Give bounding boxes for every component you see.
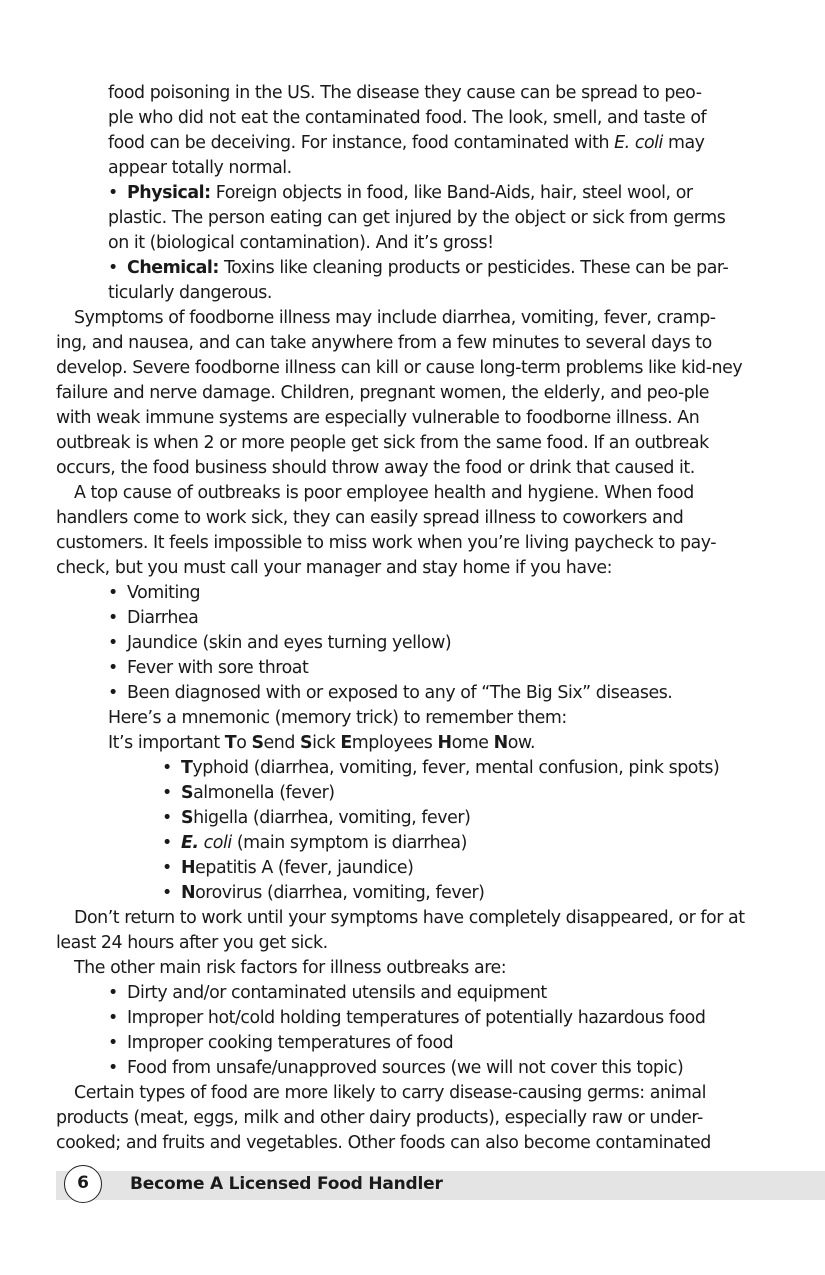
ecoli-italic: E. coli — [614, 133, 663, 153]
food-types-paragraph: Certain types of food are more likely to carry disease-causing germs: animal products (meat, eggs, milk and other dairy products), especially raw or under-cooked; and fruits and vegetables. Other foods can also become contaminated — [56, 1083, 711, 1153]
list-item-stay-home: • Jaundice (skin and eyes turning yellow) — [108, 633, 452, 653]
running-title: Become A Licensed Food Handler — [130, 1174, 443, 1194]
list-item-risk: • Food from unsafe/unapproved sources (we will not cover this topic) — [108, 1058, 684, 1078]
mnemonic-intro: Here’s a mnemonic (memory trick) to remember them: — [108, 708, 567, 728]
list-item-chemical: • Chemical: Toxins like cleaning products or pesticides. These can be par-ticularly dangerous. — [108, 258, 729, 303]
list-item-big-six: • Shigella (diarrhea, vomiting, fever) — [162, 808, 471, 828]
intro-paragraph: food poisoning in the US. The disease they cause can be spread to peo- ple who did not eat the contaminated food. The look, smell, and taste of food can be deceiving. For instance, food contaminated with E. coli may appear totally normal. — [108, 83, 707, 178]
list-item-physical: • Physical: Foreign objects in food, like Band-Aids, hair, steel wool, or plastic. The person eating can get injured by the object or sick from germs on it (biological contamination). And it’s gross! — [108, 183, 726, 253]
list-item-big-six: • Hepatitis A (fever, jaundice) — [162, 858, 414, 878]
list-item-stay-home: • Fever with sore throat — [108, 658, 309, 678]
list-item-big-six: • Typhoid (diarrhea, vomiting, fever, mental confusion, pink spots) — [162, 758, 720, 778]
page-body — [56, 81, 746, 1156]
list-item-big-six: • Norovirus (diarrhea, vomiting, fever) — [162, 883, 485, 903]
list-item-stay-home: • Diarrhea — [108, 608, 199, 628]
bullet-glyph: • — [108, 258, 118, 278]
list-item-stay-home: • Been diagnosed with or exposed to any of “The Big Six” diseases. — [108, 683, 673, 703]
list-item-big-six: • E. coli (main symptom is diarrhea) — [162, 833, 467, 853]
page-footer — [56, 1171, 825, 1200]
return-paragraph: Don’t return to work until your symptoms have completely disappeared, or for at least 24 hours after you get sick. — [56, 908, 745, 953]
page-number: 6 — [64, 1165, 102, 1203]
list-item-risk: • Improper cooking temperatures of food — [108, 1033, 454, 1053]
outbreaks-paragraph: A top cause of outbreaks is poor employee health and hygiene. When food handlers come to work sick, they can easily spread illness to coworkers and customers. It feels impossible to miss work when you’re living paycheck to pay-check, but you must call your manager and stay home if you have: — [56, 483, 717, 578]
list-item-risk: • Dirty and/or contaminated utensils and equipment — [108, 983, 547, 1003]
mnemonic-line: It’s important To Send Sick Employees Home Now. — [108, 733, 536, 753]
list-item-stay-home: • Vomiting — [108, 583, 201, 603]
list-item-big-six: • Salmonella (fever) — [162, 783, 335, 803]
risk-intro-paragraph: The other main risk factors for illness outbreaks are: — [74, 958, 507, 978]
bullet-glyph: • — [108, 183, 118, 203]
symptoms-paragraph: Symptoms of foodborne illness may include diarrhea, vomiting, fever, cramp-ing, and nausea, and can take anywhere from a few minutes to several days to develop. Severe foodborne illness can kill or cause long-term problems like kid-ney failure and nerve damage. Children, pregnant women, the elderly, and peo-ple with weak immune systems are especially vulnerable to foodborne illness. An outbreak is when 2 or more people get sick from the same food. If an outbreak occurs, the food business should throw away the food or drink that caused it. — [56, 308, 743, 478]
list-item-risk: • Improper hot/cold holding temperatures of potentially hazardous food — [108, 1008, 706, 1028]
